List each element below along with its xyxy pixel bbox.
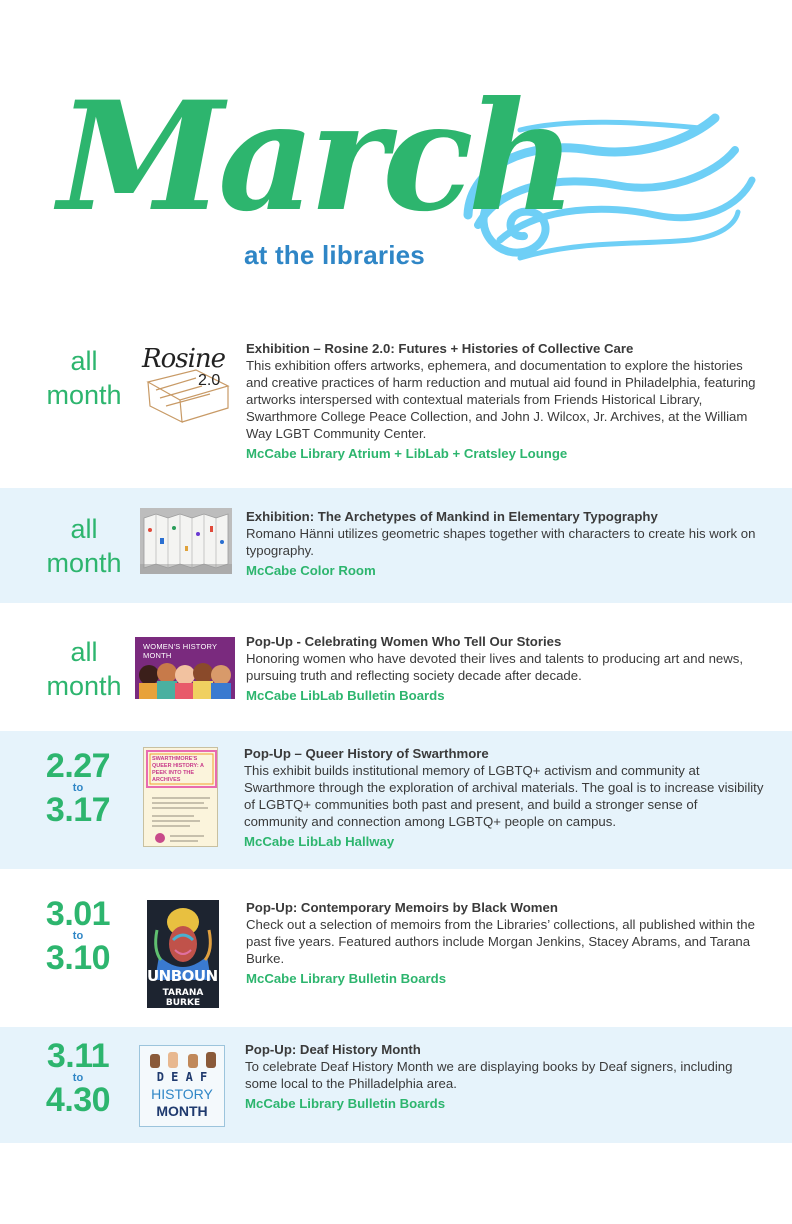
event-location: McCabe Library Bulletin Boards xyxy=(246,971,447,986)
rosine-thumbnail xyxy=(136,342,236,428)
signing-hands-icon xyxy=(140,1048,226,1072)
date-line-2: month xyxy=(46,548,122,578)
event-text xyxy=(246,340,766,462)
date-to: to xyxy=(72,782,84,794)
date-line-2: month xyxy=(46,380,122,410)
event-item-deaf-history xyxy=(0,1027,792,1143)
queer-history-poster-title: SWARTHMORE'S QUEER HISTORY: A PEEK INTO THE ARCHIVES xyxy=(152,756,204,783)
month-label: MONTH xyxy=(156,1103,208,1119)
event-text xyxy=(245,1041,765,1112)
event-text xyxy=(246,899,766,987)
event-description: Romano Hänni utilizes geometric shapes together with characters to create his work on typography. xyxy=(246,526,756,558)
event-location: McCabe LibLab Hallway xyxy=(244,834,395,849)
event-title: Pop-Up - Celebrating Women Who Tell Our Stories xyxy=(246,634,562,649)
event-location: McCabe Library Atrium + LibLab + Cratsley Lounge xyxy=(246,446,568,461)
date-line-1: all xyxy=(70,637,98,667)
unbound-book-cover xyxy=(147,900,230,1008)
deaf-history-thumbnail xyxy=(139,1045,225,1127)
event-description: This exhibition offers artworks, ephemera, and documentation to explore the histories and creative practices of harm reduction and mutual aid found in Philadelphia, featuring artworks interspersed with contextual materials from Friends Historical Library, Swarthmore College Peace Collection, and John J. Wilcox, Jr. Archives, at the William Way LGBT Community Center. xyxy=(246,358,756,441)
event-text xyxy=(246,633,766,704)
event-location: McCabe Library Bulletin Boards xyxy=(245,1096,446,1111)
event-item-queer-history xyxy=(0,731,792,869)
date-to: to xyxy=(72,1072,84,1084)
womens-history-thumbnail xyxy=(135,637,235,699)
date-start: 3.01 xyxy=(45,895,111,933)
page-subtitle: at the libraries xyxy=(244,240,425,270)
event-title: Pop-Up: Contemporary Memoirs by Black Women xyxy=(246,900,558,915)
date-end: 4.30 xyxy=(45,1081,111,1119)
event-description: Check out a selection of memoirs from the Libraries’ collections, all published within the past five years. Featured authors include Morgan Jenkins, Stacey Abrams, and Tarana Burke. xyxy=(246,917,755,966)
event-description: This exhibit builds institutional memory of LGBTQ+ activism and community at Swarthmore through the exploration of archival materials. The goal is to increase visibility of LGBTQ+ communities both past and present, and build a stronger sense of community and connection among LGBTQ+ people on campus. xyxy=(244,763,764,829)
date-line-2: month xyxy=(46,671,122,701)
date-end: 3.17 xyxy=(45,791,111,829)
event-item-rosine xyxy=(0,322,792,488)
event-description: Honoring women who have devoted their lives and talents to producing art and news, pursuing truth and reflecting society decade after decade. xyxy=(246,651,744,683)
history-label: HISTORY xyxy=(151,1086,213,1102)
event-text xyxy=(246,508,766,579)
event-location: McCabe LibLab Bulletin Boards xyxy=(246,688,445,703)
unbound-cover-author: TARANA BURKE xyxy=(162,988,204,1008)
event-description: To celebrate Deaf History Month we are displaying books by Deaf signers, including some local to the Philladelphia area. xyxy=(245,1059,733,1091)
date-line-1: all xyxy=(70,346,98,376)
date-line-1: all xyxy=(70,514,98,544)
event-title: Pop-Up: Deaf History Month xyxy=(245,1042,421,1057)
womens-history-label: WOMEN'S HISTORY MONTH xyxy=(143,642,218,660)
event-item-women xyxy=(0,603,792,731)
folded-book-artwork xyxy=(140,508,232,574)
event-title: Exhibition – Rosine 2.0: Futures + Histories of Collective Care xyxy=(246,341,634,356)
rosine-script-text: Rosine xyxy=(142,344,226,374)
page-title: March xyxy=(58,69,571,245)
event-text xyxy=(244,745,764,850)
event-item-memoirs xyxy=(0,869,792,1027)
event-title: Exhibition: The Archetypes of Mankind in Elementary Typography xyxy=(246,509,658,524)
date-start: 2.27 xyxy=(45,747,111,785)
event-date xyxy=(0,749,162,827)
event-item-typography xyxy=(0,488,792,603)
date-to: to xyxy=(72,930,84,942)
event-date xyxy=(0,1039,162,1117)
event-location: McCabe Color Room xyxy=(246,563,376,578)
event-title: Pop-Up – Queer History of Swarthmore xyxy=(244,746,489,761)
unbound-cover-title: UNBOUND xyxy=(147,967,230,985)
page-header xyxy=(0,0,792,300)
date-start: 3.11 xyxy=(46,1037,110,1075)
event-date xyxy=(0,897,162,975)
date-end: 3.10 xyxy=(45,939,111,977)
queer-history-thumbnail xyxy=(143,747,218,847)
rosine-version-text: 2.0 xyxy=(198,372,221,389)
typography-thumbnail xyxy=(140,508,232,574)
deaf-label: D E A F xyxy=(156,1070,208,1084)
